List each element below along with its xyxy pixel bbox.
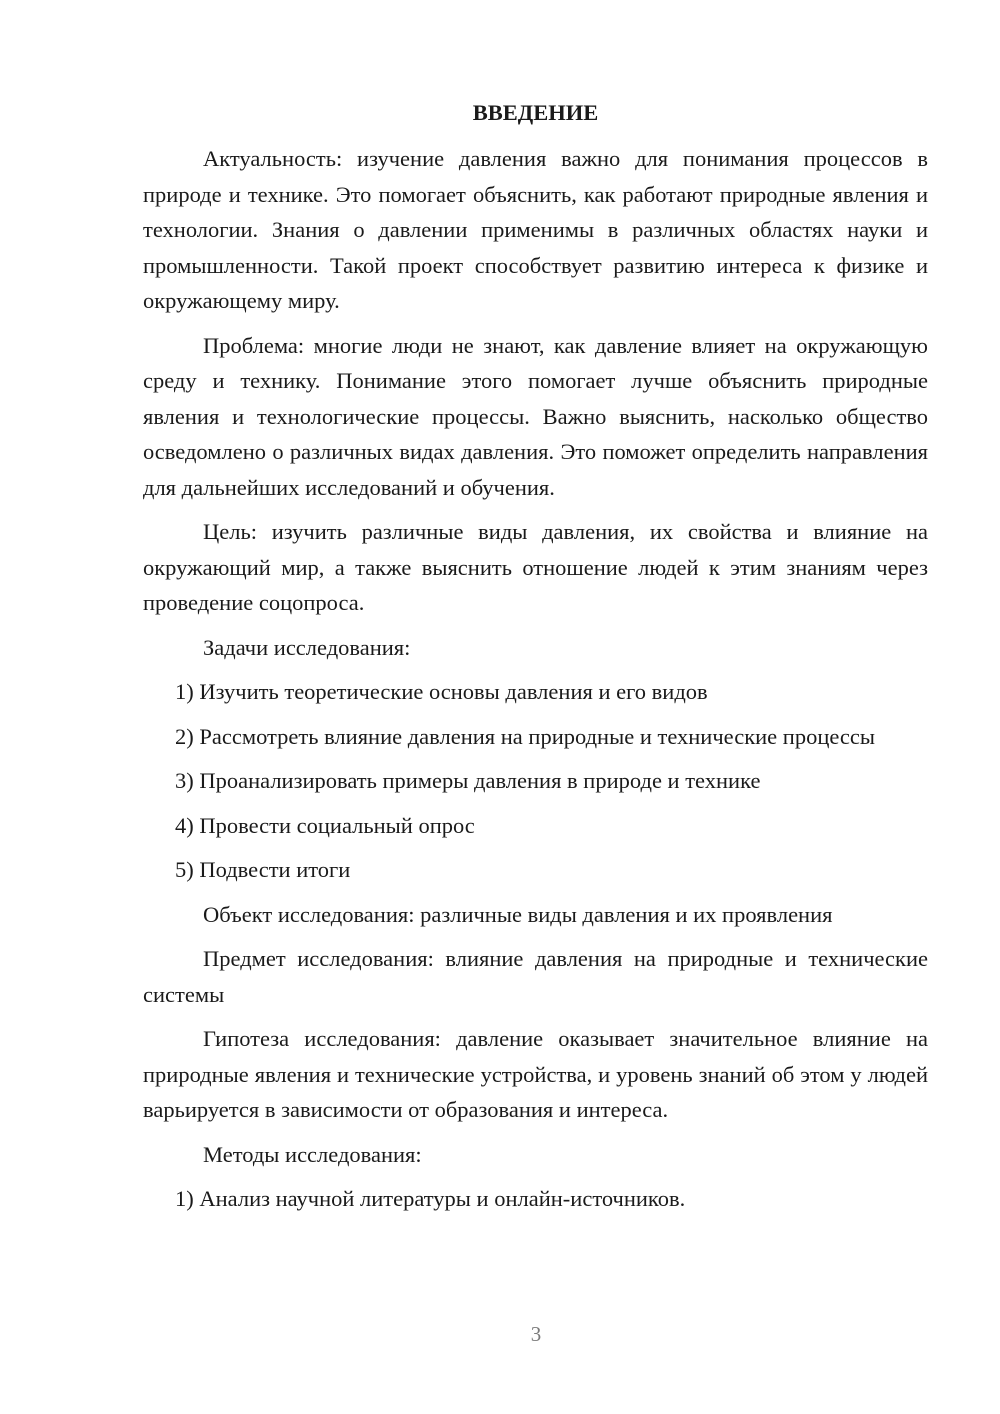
document-page (143, 95, 928, 1226)
method-item-1: 1) Анализ научной литературы и онлайн-источников. (175, 1186, 686, 1211)
tasks-heading: Задачи исследования: (203, 634, 411, 660)
problem-paragraph: Проблема: многие люди не знают, как давление влияет на окружающую среду и технику. Понимание этого помогает лучше объяснить природные явления и технологические процессы. Важно выяснить, насколько общество осведомлено о различных видах давления. Это поможет определить направления для дальнейших исследований и обучения. (143, 332, 928, 500)
subject-paragraph: Предмет исследования: влияние давления на природные и технические системы (143, 946, 928, 1007)
relevance-paragraph: Актуальность: изучение давления важно для понимания процессов в природе и технике. Это помогает объяснить, как работают природные явления и технологии. Знания о давлении применимы в различных областях науки и промышленности. Такой проект способствует развитию интереса к физике и окружающему миру. (143, 146, 928, 313)
page-title: ВВЕДЕНИЕ (472, 100, 599, 125)
task-item-5: 5) Подвести итоги (175, 857, 351, 882)
page-number: 3 (530, 1322, 542, 1346)
task-item-2: 2) Рассмотреть влияние давления на природные и технические процессы (175, 723, 875, 749)
hypothesis-paragraph: Гипотеза исследования: давление оказывает значительное влияние на природные явления и технические устройства, и уровень знаний об этом у людей варьируется в зависимости от образования и интереса. (143, 1026, 928, 1122)
goal-paragraph: Цель: изучить различные виды давления, их свойства и влияние на окружающий мир, а также выяснить отношение людей к этим знаниям через проведение соцопроса. (143, 519, 928, 615)
task-item-3: 3) Проанализировать примеры давления в природе и технике (175, 768, 761, 793)
task-item-4: 4) Провести социальный опрос (175, 812, 475, 838)
methods-heading: Методы исследования: (203, 1141, 422, 1167)
task-item-1: 1) Изучить теоретические основы давления и его видов (175, 679, 708, 704)
object-paragraph: Объект исследования: различные виды давления и их проявления (203, 901, 833, 927)
